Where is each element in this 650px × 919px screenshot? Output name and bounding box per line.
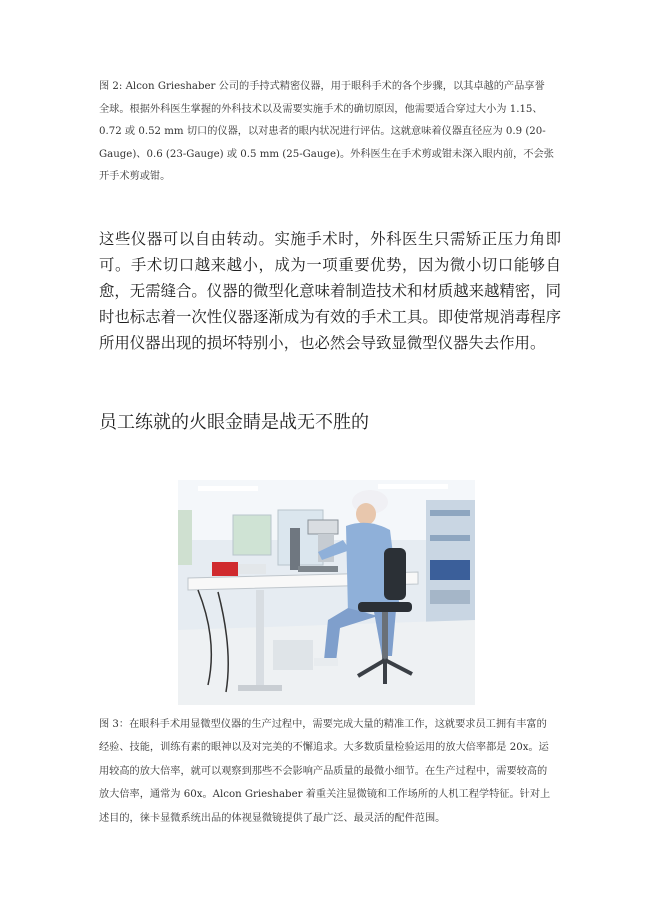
- figure-3-caption: 图 3：在眼科手术用显微型仪器的生产过程中，需要完成大量的精准工作，这就要求员工拥有丰富的经验、技能，训练有素的眼神以及对完美的不懈追求。大多数质量检验运用的放大倍率都是 20x。运用较高的放大倍率，就可以观察到那些不会影响产品质量的最微小细节。在生产过程中，需要较高的放大倍率，通常为 60x。Alcon Grieshaber 着重关注显微镜和工作场所的人机工程学特征。针对上述目的，徕卡显微系统出品的体视显微镜提供了最广泛、最灵活的配件范围。: [99, 719, 551, 824]
- body-paragraph: 这些仪器可以自由转动。实施手术时，外科医生只需矫正压力角即可。手术切口越来越小，成为一项重要优势，因为微小切口能够自愈，无需缝合。仪器的微型化意味着制造技术和材质越来越精密，同时也标志着一次性仪器逐渐成为有效的手术工具。即使常规消毒程序所用仪器出现的损坏特别小，也必然会导致显微型仪器失去作用。: [99, 230, 561, 352]
- section-heading: 员工练就的火眼金睛是战无不胜的: [99, 412, 369, 433]
- lab-photo: [178, 480, 475, 705]
- figure-2-caption: 图 2: Alcon Grieshaber 公司的手持式精密仪器，用于眼科手术的各个步骤，以其卓越的产品享誉全球。根据外科医生掌握的外科技术以及需要实施手术的确切原因，他需要适合穿过大小为 1.15、0.72 或 0.52 mm 切口的仪器，以对患者的眼内状况进行评估。这就意味着仪器直径应为 0.9 (20-Gauge)、0.6 (23-Gauge) 或 0.5 mm (25-Gauge)。外科医生在手术剪或钳未深入眼内前，不会张开手术剪或钳。: [99, 81, 554, 182]
